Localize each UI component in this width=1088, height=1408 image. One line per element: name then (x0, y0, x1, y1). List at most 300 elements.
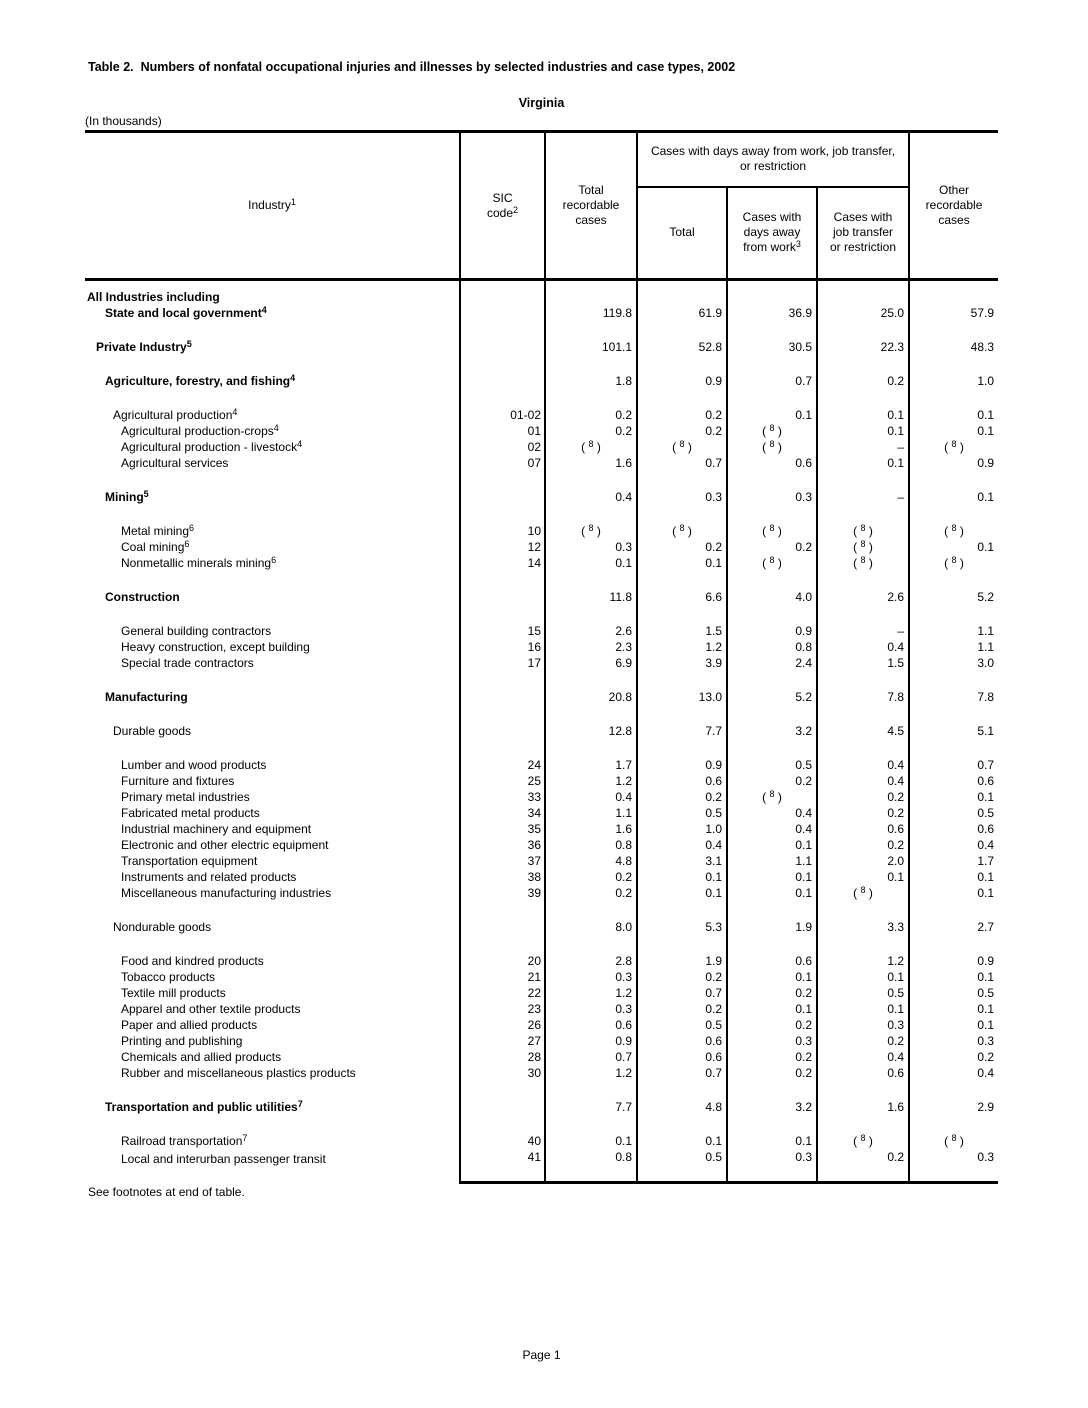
value-cell: – (817, 471, 909, 505)
footnote-marker: 8 (860, 539, 866, 549)
sic-code-cell: 07 (460, 455, 545, 471)
industry-cell (85, 280, 460, 306)
table-row (85, 1033, 998, 1049)
footnote-marker: 7 (242, 1133, 248, 1143)
value-cell: 0.1 (637, 1115, 727, 1149)
value-cell: 0.2 (545, 885, 637, 901)
industry-label: Private Industry (96, 340, 187, 354)
sic-code-cell (460, 571, 545, 605)
sic-code-cell: 39 (460, 885, 545, 901)
industry-cell (85, 789, 460, 805)
value-cell: 0.1 (977, 540, 995, 554)
industry-label: Transportation equipment (121, 854, 258, 868)
industry-cell (85, 773, 460, 789)
value-cell: 0.6 (545, 1017, 637, 1033)
value-cell: – (817, 605, 909, 639)
industry-cell (85, 439, 460, 455)
industry-cell (85, 869, 460, 885)
value-cell: 1.2 (637, 639, 727, 655)
table-row (85, 853, 998, 869)
value-cell (817, 280, 909, 306)
sic-code-cell: 33 (460, 789, 545, 805)
col-header-sic-code: SIC code$^2$ (460, 132, 545, 280)
industry-label: Primary metal industries (121, 790, 250, 804)
industry-label: Transportation and public utilities (105, 1100, 298, 1114)
footnote-marker: 4 (290, 373, 296, 383)
sic-code-cell (460, 280, 545, 306)
value-cell: 36.9 (727, 305, 817, 321)
footnote-marker: 4 (273, 423, 279, 433)
value-cell: 0.3 (545, 539, 637, 555)
value-cell: 1.6 (545, 821, 637, 837)
value-cell: 0.2 (545, 389, 637, 423)
industry-cell (85, 455, 460, 471)
table-row (85, 321, 998, 355)
value-cell: 6.6 (637, 571, 727, 605)
footnotes-note: See footnotes at end of table. (88, 1185, 245, 1199)
value-cell: 1.6 (545, 455, 637, 471)
table-row (85, 705, 998, 739)
table-row (85, 605, 998, 639)
value-cell: 0.1 (977, 408, 995, 422)
value-cell: 22.3 (817, 321, 909, 355)
table-row (85, 869, 998, 885)
value-cell: ( $^8$ ) (944, 1133, 964, 1148)
industry-cell (85, 305, 460, 321)
value-cell (727, 280, 817, 306)
industry-cell (85, 355, 460, 389)
value-cell: 0.1 (727, 869, 817, 885)
footnote-marker: 8 (679, 523, 685, 533)
value-cell: 4.0 (727, 571, 817, 605)
value-cell: 0.1 (977, 490, 995, 504)
value-cell: 57.9 (970, 306, 995, 320)
value-cell: 0.1 (727, 1001, 817, 1017)
value-cell: 52.8 (637, 321, 727, 355)
value-cell: 0.3 (727, 1033, 817, 1049)
footnote-marker: 8 (679, 439, 685, 449)
sic-code-cell (460, 471, 545, 505)
value-cell: 2.6 (817, 571, 909, 605)
value-cell: 0.7 (637, 1065, 727, 1081)
value-cell: 0.1 (637, 885, 727, 901)
sic-code-cell: 01 (460, 423, 545, 439)
value-cell: 0.4 (817, 739, 909, 773)
value-cell: 1.1 (977, 640, 995, 654)
value-cell: 0.4 (637, 837, 727, 853)
sic-code-cell (460, 901, 545, 935)
value-cell: 0.3 (817, 1017, 909, 1033)
industry-cell (85, 1115, 460, 1149)
industry-cell (85, 321, 460, 355)
value-cell: 0.2 (637, 1001, 727, 1017)
value-cell: 0.3 (977, 1034, 995, 1048)
table-row (85, 885, 998, 901)
industry-cell (85, 605, 460, 639)
table-row (85, 901, 998, 935)
table-row (85, 1149, 998, 1183)
value-cell: 2.0 (817, 853, 909, 869)
value-cell: 0.2 (727, 773, 817, 789)
value-cell: 4.5 (817, 705, 909, 739)
value-cell: 0.1 (545, 1115, 637, 1149)
sic-code-cell: 27 (460, 1033, 545, 1049)
table-row (85, 805, 998, 821)
industry-cell (85, 423, 460, 439)
value-cell: ( $^8$ ) (727, 789, 817, 805)
value-cell (909, 280, 998, 306)
value-cell: ( $^8$ ) (727, 555, 817, 571)
table-row (85, 280, 998, 306)
table-row (85, 423, 998, 439)
table-row (85, 439, 998, 455)
value-cell: 0.1 (817, 455, 909, 471)
value-cell: 3.9 (637, 655, 727, 671)
sic-code-cell: 25 (460, 773, 545, 789)
sic-code-cell (460, 671, 545, 705)
value-cell: 0.2 (727, 985, 817, 1001)
industry-label: Chemicals and allied products (121, 1050, 282, 1064)
footnote-marker: 4 (297, 439, 303, 449)
value-cell: 0.1 (727, 837, 817, 853)
value-cell: 0.9 (637, 739, 727, 773)
sic-code-cell: 02 (460, 439, 545, 455)
value-cell: 0.6 (637, 773, 727, 789)
value-cell: 7.8 (977, 690, 995, 704)
value-cell: ( $^8$ ) (944, 555, 964, 570)
table-row (85, 639, 998, 655)
sic-code-cell: 17 (460, 655, 545, 671)
sic-code-cell: 40 (460, 1115, 545, 1149)
value-cell: 5.2 (977, 590, 995, 604)
value-cell: 30.5 (727, 321, 817, 355)
industry-cell (85, 655, 460, 671)
value-cell: 1.0 (977, 374, 995, 388)
value-cell: 0.9 (977, 954, 995, 968)
value-cell: 0.1 (817, 423, 909, 439)
industry-label: Local and interurban passenger transit (121, 1151, 326, 1166)
footnote-marker: 8 (951, 555, 957, 565)
industry-label: Agricultural production (113, 408, 233, 422)
value-cell: 0.2 (545, 423, 637, 439)
value-cell: 0.6 (727, 935, 817, 969)
footnote-marker: 8 (860, 523, 866, 533)
value-cell: 1.1 (545, 805, 637, 821)
col-header-total: Total (637, 187, 727, 280)
value-cell: 0.2 (637, 969, 727, 985)
table-row (85, 1065, 998, 1081)
industry-cell (85, 539, 460, 555)
sic-code-cell: 16 (460, 639, 545, 655)
value-cell: 0.4 (977, 1066, 995, 1080)
footnote-marker: 8 (951, 1133, 957, 1143)
value-cell: 0.4 (545, 789, 637, 805)
value-cell: 1.6 (817, 1081, 909, 1115)
sic-code-cell: 15 (460, 605, 545, 639)
value-cell: 0.9 (637, 355, 727, 389)
value-cell: ( $^8$ ) (944, 523, 964, 538)
value-cell: 0.3 (637, 471, 727, 505)
value-cell: 0.7 (637, 455, 727, 471)
value-cell: 0.1 (727, 1115, 817, 1149)
value-cell: 0.1 (817, 1001, 909, 1017)
value-cell: 1.2 (545, 1065, 637, 1081)
footnote-marker: 3 (795, 239, 801, 250)
value-cell: 8.0 (545, 901, 637, 935)
value-cell: ( $^8$ ) (727, 439, 817, 455)
value-cell: ( $^8$ ) (817, 539, 909, 555)
value-cell: 0.8 (545, 837, 637, 853)
table-row (85, 739, 998, 773)
value-cell: 0.7 (545, 1049, 637, 1065)
value-cell: 0.1 (545, 555, 637, 571)
value-cell: 7.8 (817, 671, 909, 705)
value-cell: 0.5 (727, 739, 817, 773)
industry-cell (85, 1017, 460, 1033)
value-cell: 0.3 (727, 471, 817, 505)
sic-code-cell: 14 (460, 555, 545, 571)
industry-cell (85, 639, 460, 655)
table-row (85, 969, 998, 985)
value-cell: 2.4 (727, 655, 817, 671)
industry-label: Metal mining (121, 524, 190, 538)
value-cell: 0.7 (727, 355, 817, 389)
industry-label: Electronic and other electric equipment (121, 838, 329, 852)
value-cell: 0.9 (727, 605, 817, 639)
industry-label: Railroad transportation (121, 1134, 243, 1148)
value-cell: ( $^8$ ) (545, 439, 637, 455)
col-header-total-recordable: Total recordable cases (545, 132, 637, 280)
value-cell: 1.2 (545, 773, 637, 789)
footnote-marker: 4 (232, 407, 238, 417)
value-cell: 0.2 (817, 837, 909, 853)
value-cell: 1.7 (545, 739, 637, 773)
table-row (85, 1017, 998, 1033)
value-cell: 0.5 (817, 985, 909, 1001)
footnote-marker: 7 (297, 1099, 303, 1109)
value-cell: 0.1 (637, 869, 727, 885)
industry-cell (85, 805, 460, 821)
industry-cell (85, 1149, 460, 1183)
sic-code-cell: 28 (460, 1049, 545, 1065)
value-cell: 0.1 (727, 389, 817, 423)
sic-code-cell: 34 (460, 805, 545, 821)
value-cell: 0.6 (637, 1049, 727, 1065)
footnote-marker: 8 (769, 423, 775, 433)
industry-label: Construction (105, 590, 180, 604)
value-cell: 1.1 (727, 853, 817, 869)
sic-code-cell: 26 (460, 1017, 545, 1033)
value-cell: 7.7 (545, 1081, 637, 1115)
industry-cell (85, 821, 460, 837)
sic-code-cell: 20 (460, 935, 545, 969)
table-row (85, 539, 998, 555)
value-cell: 5.3 (637, 901, 727, 935)
value-cell: 0.8 (545, 1149, 637, 1183)
value-cell: 1.2 (817, 935, 909, 969)
value-cell (545, 280, 637, 306)
industry-label: All Industries including (87, 290, 220, 304)
industry-label: Manufacturing (105, 690, 188, 704)
industry-label: Printing and publishing (121, 1034, 243, 1048)
industry-cell (85, 885, 460, 901)
injuries-illnesses-table (85, 130, 998, 1184)
col-header-days-away: Cases with days away from work$^3$ (727, 187, 817, 280)
sic-code-cell: 23 (460, 1001, 545, 1017)
industry-cell (85, 853, 460, 869)
industry-cell (85, 705, 460, 739)
industry-cell (85, 671, 460, 705)
industry-label: Paper and allied products (121, 1018, 258, 1032)
value-cell: 0.1 (977, 886, 995, 900)
industry-label: Furniture and fixtures (121, 774, 235, 788)
industry-label: Miscellaneous manufacturing industries (121, 886, 332, 900)
sic-code-cell: 21 (460, 969, 545, 985)
sic-code-cell (460, 305, 545, 321)
table-row (85, 671, 998, 705)
value-cell: 0.1 (977, 790, 995, 804)
value-cell: 2.9 (977, 1100, 995, 1114)
value-cell: 0.6 (977, 822, 995, 836)
table-row (85, 389, 998, 423)
sic-code-cell: 10 (460, 505, 545, 539)
industry-cell (85, 1001, 460, 1017)
industry-label: Apparel and other textile products (121, 1002, 301, 1016)
col-header-other-recordable: Other recordable cases (909, 132, 998, 280)
value-cell: 0.2 (727, 1049, 817, 1065)
value-cell: 0.2 (817, 355, 909, 389)
value-cell: 0.1 (977, 1018, 995, 1032)
value-cell: 1.2 (545, 985, 637, 1001)
industry-cell (85, 389, 460, 423)
value-cell: 3.3 (817, 901, 909, 935)
sic-code-cell (460, 321, 545, 355)
sic-code-cell: 24 (460, 739, 545, 773)
value-cell: 0.4 (977, 838, 995, 852)
table-row (85, 773, 998, 789)
industry-label: General building contractors (121, 624, 272, 638)
industry-label: Nonmetallic minerals mining (121, 556, 272, 570)
industry-label: Textile mill products (121, 986, 226, 1000)
table-row (85, 305, 998, 321)
value-cell: – (817, 439, 909, 455)
table-row (85, 555, 998, 571)
table-row (85, 571, 998, 605)
value-cell: 0.6 (727, 455, 817, 471)
value-cell: 1.5 (817, 655, 909, 671)
value-cell: 3.2 (727, 705, 817, 739)
value-cell: 1.9 (637, 935, 727, 969)
value-cell: 5.2 (727, 671, 817, 705)
table-row (85, 821, 998, 837)
industry-cell (85, 571, 460, 605)
value-cell: 0.7 (977, 758, 995, 772)
value-cell: 0.5 (637, 805, 727, 821)
value-cell: 0.1 (977, 1002, 995, 1016)
footnote-marker: 1 (290, 197, 296, 207)
col-header-industry: Industry$^1$ (85, 132, 460, 280)
footnote-marker: 5 (143, 489, 149, 499)
footnote-marker: 4 (261, 305, 267, 315)
value-cell: 0.6 (637, 1033, 727, 1049)
footnote-marker: 8 (769, 439, 775, 449)
footnote-marker: 8 (860, 885, 866, 895)
industry-cell (85, 935, 460, 969)
table-row (85, 1001, 998, 1017)
table-row (85, 505, 998, 539)
value-cell: 11.8 (545, 571, 637, 605)
value-cell: ( $^8$ ) (817, 505, 909, 539)
value-cell: 0.3 (545, 1001, 637, 1017)
value-cell: 0.1 (817, 969, 909, 985)
industry-label: Nondurable goods (113, 920, 212, 934)
industry-label: Rubber and miscellaneous plastics products (121, 1066, 356, 1080)
value-cell: 13.0 (637, 671, 727, 705)
industry-label: Fabricated metal products (121, 806, 260, 820)
industry-label: Industrial machinery and equipment (121, 822, 312, 836)
table-row (85, 1049, 998, 1065)
value-cell: ( $^8$ ) (817, 1115, 909, 1149)
value-cell: ( $^8$ ) (545, 505, 637, 539)
value-cell: 0.9 (545, 1033, 637, 1049)
value-cell: 0.5 (637, 1149, 727, 1183)
industry-label: Agricultural services (121, 456, 229, 470)
footnote-marker: 8 (951, 439, 957, 449)
table-row (85, 1115, 998, 1149)
value-cell: 20.8 (545, 671, 637, 705)
value-cell: 101.1 (545, 321, 637, 355)
value-cell: ( $^8$ ) (944, 439, 964, 454)
value-cell: 0.1 (977, 870, 995, 884)
industry-label: State and local government (105, 306, 262, 320)
value-cell: 3.2 (727, 1081, 817, 1115)
footnote-marker: 8 (588, 523, 594, 533)
value-cell: 0.9 (977, 456, 995, 470)
sic-code-cell (460, 705, 545, 739)
industry-label: Durable goods (113, 724, 192, 738)
table-row (85, 655, 998, 671)
value-cell: 0.3 (727, 1149, 817, 1183)
value-cell: 48.3 (970, 340, 995, 354)
value-cell: 0.4 (727, 821, 817, 837)
industry-cell (85, 739, 460, 773)
value-cell: 0.2 (727, 1017, 817, 1033)
value-cell: 1.8 (545, 355, 637, 389)
industry-label: Agricultural production-crops (121, 424, 274, 438)
value-cell: 0.2 (977, 1050, 995, 1064)
value-cell: 0.1 (817, 869, 909, 885)
industry-cell (85, 1081, 460, 1115)
industry-label: Agricultural production - livestock (121, 440, 298, 454)
value-cell: 6.9 (545, 655, 637, 671)
value-cell: 1.1 (977, 624, 995, 638)
sic-code-cell: 37 (460, 853, 545, 869)
value-cell: 3.1 (637, 853, 727, 869)
value-cell: 25.0 (817, 305, 909, 321)
industry-cell (85, 1065, 460, 1081)
value-cell: 0.5 (637, 1017, 727, 1033)
value-cell: 0.2 (817, 789, 909, 805)
value-cell: ( $^8$ ) (727, 505, 817, 539)
state-heading: Virginia (518, 96, 565, 110)
industry-label: Lumber and wood products (121, 758, 267, 772)
sic-code-cell (460, 1081, 545, 1115)
value-cell: 4.8 (545, 853, 637, 869)
value-cell: 0.1 (727, 969, 817, 985)
value-cell: 0.5 (977, 806, 995, 820)
value-cell: 2.3 (545, 639, 637, 655)
value-cell: 0.2 (637, 423, 727, 439)
